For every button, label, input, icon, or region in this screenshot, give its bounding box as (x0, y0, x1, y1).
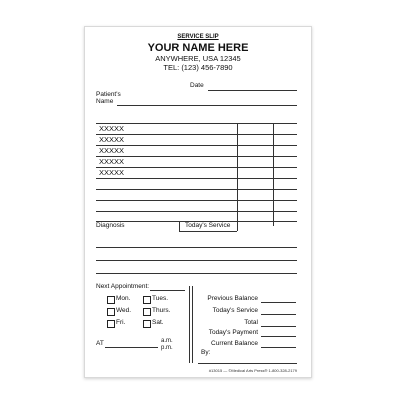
appointment-line[interactable] (150, 290, 185, 291)
todays-service-line[interactable] (261, 314, 296, 315)
day-label-mon: Mon. (116, 295, 131, 302)
previous-balance-label: Previous Balance (207, 295, 258, 302)
date-line[interactable] (208, 90, 297, 91)
checkbox-mon[interactable] (107, 296, 115, 304)
service-code: XXXXX (99, 157, 125, 166)
day-label-fri: Fri. (116, 319, 126, 326)
todays-payment-line[interactable] (261, 336, 296, 337)
am-label: a.m. (161, 338, 173, 344)
service-code: XXXXX (99, 135, 125, 144)
service-row[interactable] (96, 167, 297, 178)
patient-label: Patient's (96, 91, 121, 98)
business-name: YOUR NAME HERE (147, 42, 249, 54)
business-address: ANYWHERE, USA 12345 (155, 54, 241, 63)
total-label: Total (244, 319, 258, 326)
day-label-sat: Sat. (152, 319, 164, 326)
total-line[interactable] (261, 326, 296, 327)
current-balance-line[interactable] (261, 347, 296, 348)
previous-balance-line[interactable] (261, 302, 296, 303)
checkbox-fri[interactable] (107, 320, 115, 328)
service-row[interactable] (96, 189, 297, 200)
section-divider (189, 286, 190, 363)
service-code: XXXXX (99, 168, 125, 177)
day-label-tues: Tues. (152, 295, 169, 302)
todays-service-label: Today's Service (185, 222, 231, 229)
service-row[interactable] (96, 134, 297, 145)
pm-label: p.m. (161, 345, 173, 351)
form-footer: #13015 — ©Medical Arts Press® 1-800-328-2179 (208, 368, 297, 373)
checkbox-sat[interactable] (143, 320, 151, 328)
date-label: Date (190, 82, 204, 89)
current-balance-label: Current Balance (211, 340, 258, 347)
checkbox-tues[interactable] (143, 296, 151, 304)
service-code: XXXXX (99, 124, 125, 133)
section-divider (192, 286, 193, 363)
checkbox-thurs[interactable] (143, 308, 151, 316)
service-row[interactable] (96, 145, 297, 156)
service-slip-form (84, 26, 312, 378)
patient-label-name: Name (96, 98, 114, 105)
service-row[interactable] (96, 156, 297, 167)
todays-service-line (179, 231, 237, 232)
diagnosis-divider (237, 221, 238, 231)
diagnosis-line[interactable] (96, 273, 297, 274)
diagnosis-line[interactable] (96, 260, 297, 261)
by-label: By: (201, 349, 211, 356)
service-row[interactable] (96, 200, 297, 211)
diagnosis-label: Diagnosis (96, 222, 125, 229)
service-code: XXXXX (99, 146, 125, 155)
appointment-time-line[interactable] (105, 347, 158, 348)
service-row[interactable] (96, 123, 297, 134)
diagnosis-divider (179, 221, 180, 231)
business-phone: TEL: (123) 456-7890 (163, 63, 233, 72)
day-label-thurs: Thurs. (152, 307, 171, 314)
service-row[interactable] (96, 178, 297, 189)
at-label: AT (96, 340, 104, 347)
todays-payment-label: Today's Payment (208, 329, 258, 336)
signature-line[interactable] (198, 363, 297, 364)
todays-service-total-label: Today's Service (212, 307, 258, 314)
next-appointment-label: Next Appointment: (96, 283, 150, 290)
patient-name-line[interactable] (117, 105, 297, 106)
diagnosis-line[interactable] (96, 247, 297, 248)
day-label-wed: Wed. (116, 307, 132, 314)
form-title: SERVICE SLIP (177, 34, 219, 40)
checkbox-wed[interactable] (107, 308, 115, 316)
